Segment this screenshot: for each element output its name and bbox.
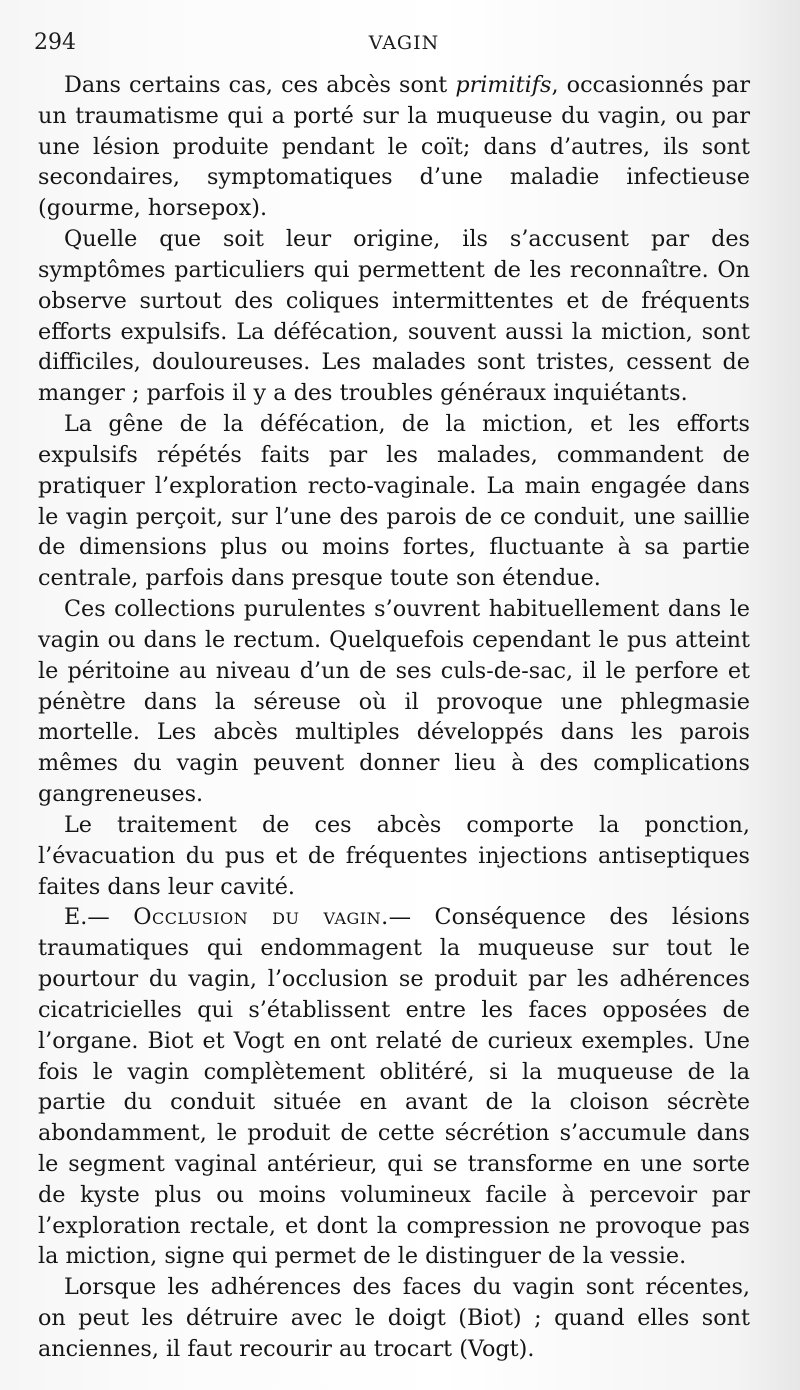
running-head: VAGIN	[368, 32, 440, 54]
italic-term: primitifs	[455, 72, 552, 98]
paragraph-text: Conséquence des lésions traumatiques qui endommagent la muqueuse sur tout le pourtour du vagin, l’occlusion se produit par les adhérences cicatricielles qui s’établissent entre les faces opposées de l’organe. Biot et Vogt en ont relaté de curieux exemples. Une fois le vagin complètement oblitéré, si la muqueuse de la partie du conduit située en avant de la cloison sécrète abondamment, le produit de cette sécrétion s’accumule dans le segment vaginal antérieur, qui se transforme en une sorte de kyste plus ou moins volumineux facile à percevoir par l’exploration rectale, et dont la compression ne provoque pas la miction, signe qui permet de le distinguer de la vessie.	[38, 904, 751, 1270]
paragraph-traitement: Le traitement de ces abcès comporte la ponction, l’évacuation du pus et de fréquentes injections antiseptiques faites dans leur cavité.	[38, 811, 750, 900]
paragraph-abces-primitifs	[38, 70, 750, 224]
section-separator: —	[388, 904, 435, 931]
paragraph-occlusion	[38, 902, 750, 1272]
section-prefix: E.—	[64, 904, 134, 931]
paragraph-exploration: La gêne de la défécation, de la miction, et les efforts expulsifs répétés faits par les malades, commandent de pratiquer l’exploration recto-vaginale. La main engagée dans le vagin perçoit, sur l’une des parois de ce conduit, une saillie de dimensions plus ou moins fortes, fluctuante à sa partie centrale, parfois dans presque toute son étendue.	[38, 411, 750, 592]
section-heading: Occlusion du vagin.	[133, 904, 389, 931]
page-number: 294	[34, 30, 76, 55]
page-header	[34, 30, 774, 62]
body-text	[38, 70, 750, 1365]
paragraph-adherences: Lorsque les adhérences des faces du vagin sont récentes, on peut les détruire avec le doigt (Biot) ; quand elles sont anciennes, il faut recourir au trocart (Vogt).	[38, 1274, 750, 1362]
paragraph-symptomes: Quelle que soit leur origine, ils s’accusent par des symptômes particuliers qui permettent de les reconnaître. On observe surtout des coliques intermittentes et de fréquents efforts expulsifs. La défécation, souvent aussi la miction, sont difficiles, douloureuses. Les malades sont tristes, cessent de manger ; parfois il y a des troubles généraux inquiétants.	[38, 226, 750, 407]
paragraph-text: Dans certains cas, ces abcès sont	[64, 72, 456, 98]
paragraph-text: , occasionnés par un traumatisme qui a porté sur la muqueuse du vagin, ou par une lésion produite pendant le coït; dans d’autres, ils sont secondaires, symptomatiques d’une maladie infectieuse (gourme, horsepox).	[38, 72, 750, 222]
paragraph-collections: Ces collections purulentes s’ouvrent habituellement dans le vagin ou dans le rectum. Quelquefois cependant le pus atteint le péritoine au niveau d’un de ses culs-de-sac, il le perfore et pénètre dans la séreuse où il provoque une phlegmasie mortelle. Les abcès multiples développés dans les parois mêmes du vagin peuvent donner lieu à des complications gangreneuses.	[38, 596, 750, 808]
